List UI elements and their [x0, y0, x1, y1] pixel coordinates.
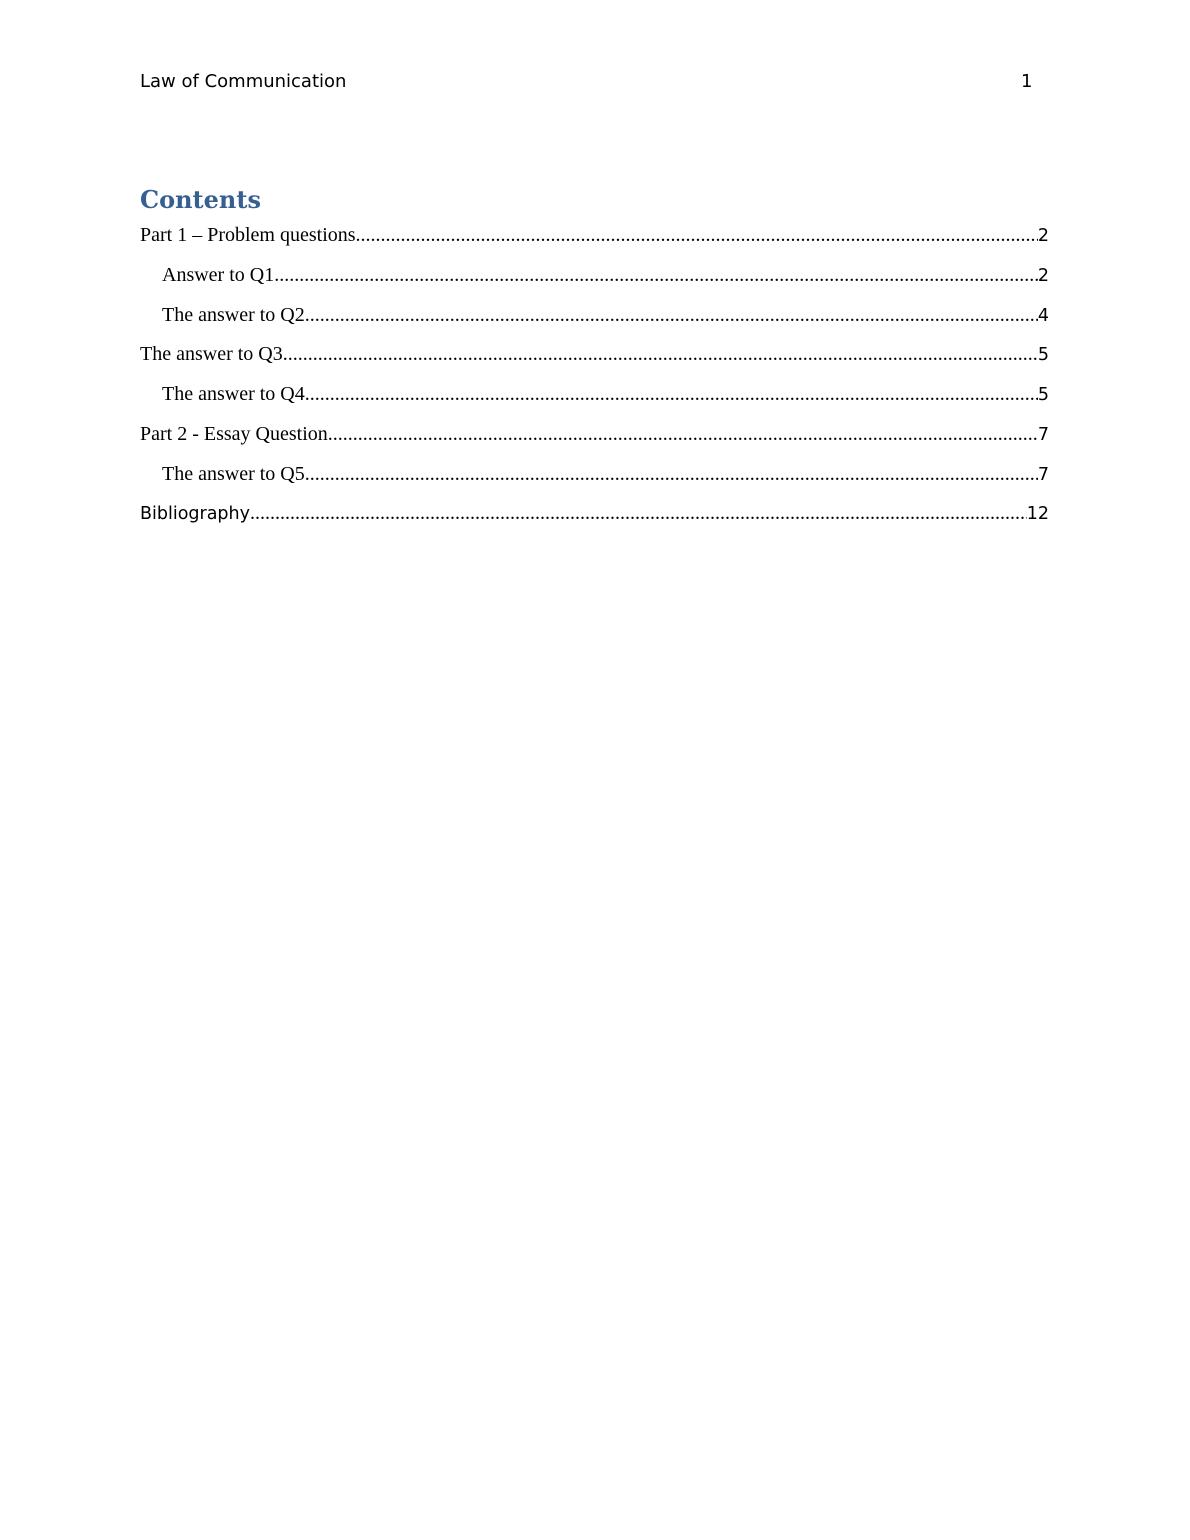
toc-entry-label: Part 2 - Essay Question — [140, 422, 328, 445]
table-of-contents — [140, 224, 1049, 542]
header-page-number: 1 — [1021, 71, 1033, 92]
toc-entry-bibliography[interactable] — [140, 502, 1049, 542]
toc-entry-page: 5 — [1037, 345, 1049, 366]
toc-entry-label: Answer to Q1 — [162, 263, 275, 286]
toc-entry-label: Part 1 – Problem questions — [140, 224, 356, 246]
toc-dot-leader — [305, 463, 1038, 486]
toc-entry-page: 7 — [1037, 464, 1049, 485]
toc-entry-page: 5 — [1037, 385, 1049, 405]
toc-entry-part-2[interactable] — [140, 423, 1049, 463]
toc-entry-page: 2 — [1037, 265, 1049, 286]
toc-entry-label: The answer to Q5 — [162, 462, 305, 485]
toc-entry-label: The answer to Q2 — [162, 303, 305, 326]
toc-entry-page: 4 — [1037, 305, 1049, 326]
toc-entry-page: 12 — [1026, 504, 1049, 525]
toc-dot-leader — [274, 264, 1038, 287]
toc-entry-q1[interactable] — [140, 264, 1049, 304]
toc-dot-leader — [250, 502, 1027, 525]
toc-entry-label: The answer to Q3 — [140, 343, 283, 366]
toc-entry-label: Bibliography — [140, 504, 250, 525]
toc-dot-leader — [305, 383, 1038, 406]
toc-dot-leader — [328, 423, 1038, 446]
toc-entry-q5[interactable] — [140, 463, 1049, 503]
toc-entry-q4[interactable] — [140, 383, 1049, 423]
toc-dot-leader — [356, 224, 1038, 247]
toc-dot-leader — [305, 304, 1038, 327]
running-header-title: Law of Communication — [140, 71, 347, 92]
toc-dot-leader — [283, 343, 1038, 366]
toc-heading: Contents — [140, 185, 261, 214]
toc-entry-label: The answer to Q4 — [162, 383, 305, 405]
toc-entry-page: 7 — [1037, 424, 1049, 445]
toc-entry-part-1[interactable] — [140, 224, 1049, 264]
toc-entry-q2[interactable] — [140, 304, 1049, 344]
toc-entry-q3[interactable] — [140, 343, 1049, 383]
toc-entry-page: 2 — [1037, 226, 1049, 246]
